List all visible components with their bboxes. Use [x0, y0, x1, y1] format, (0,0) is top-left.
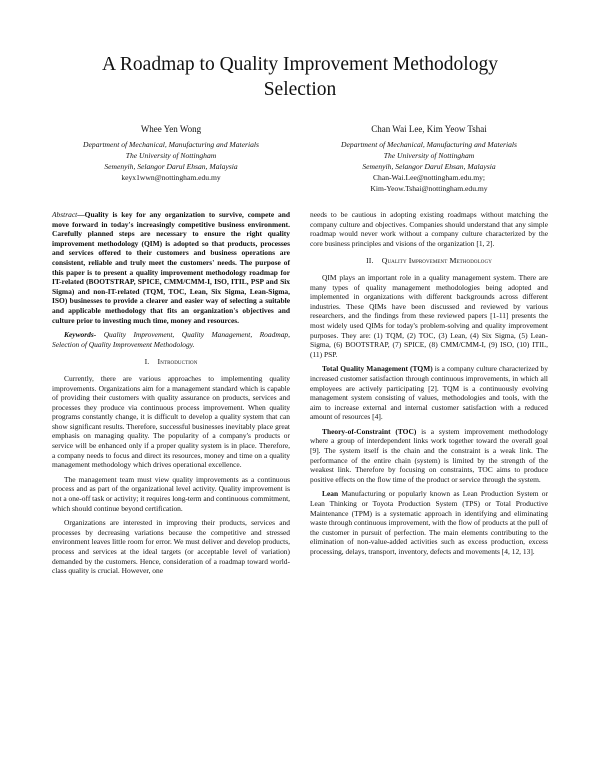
paragraph: Organizations are interested in improving their products, services and processes by decreasing variations because the competitive and stressed environment leaves little room for error. We must deliver and develop products, process and services at the ideal targets (or acceptable level of variation) demanded by the customers. Hence, consideration of a roadmap toward world-class quality is crucial. However, one — [52, 518, 290, 576]
author-email[interactable]: keyx1wwn@nottingham.edu.my — [121, 173, 221, 182]
author-address: Semenyih, Selangor Darul Ehsan, Malaysia — [104, 162, 238, 171]
term-tqm: Total Quality Management (TQM) — [322, 364, 433, 374]
paragraph: QIM plays an important role in a quality management system. There are many types of quality management methodologies being adopted and implemented in organizations with different backgrounds across different industries. These QIMs have been discussed and reviewed by various researchers, and the findings from these reviewed papers [1-11] presents the most widely used QIMs for today's problem-solving and quality improvement purposes. They are: (1) TQM, (2) TOC, (3) Lean, (4) Six Sigma, (5) Lean-Sigma, (6) BOOTSTRAP, (7) SPICE, (8) CMM/CMM-I, (9) ISO, (10) ITIL, (11) PSP. — [310, 272, 548, 359]
body-columns — [52, 210, 548, 581]
keywords — [52, 330, 290, 349]
abstract-text: —Quality is key for any organization to survive, compete and move forward in today's increasingly competitive business environment. Carefully planned steps are necessary to ensure the right quality improvement methodology (QIM) is adopted so that products, processes and services offered to their customers and business operations are consistent, reliable and truly meet the customers' needs. The purpose of this paper is to present a quality improvement methodology roadmap for IT-related (BOOTSTRAP, SPICE, CMM/CMM-I, ISO, ITIL, PSP and Six Sigma) and non-IT-related (TQM, TOC, Lean, Six Sigma, Lean-Sigma, ISO) businesses to provide a clearer and easier way of selecting a suitable and applicable methodology that fits an organization's objectives and culture prior to investing much time, money and resources. — [52, 210, 290, 325]
paragraph: Currently, there are various approaches to implementing quality improvements. Organizations aim for a management standard which is capable of providing their customers with quality assurance on products, services and processes they produce via continuous process improvement. When quality programs constantly change, it is difficult to develop a quality system that can show significant results. Therefore, successful businesses inevitably place great emphasis on managing quality. The popularity of a company's products or service will be enhanced only if a proper quality system is in place. Therefore, a company needs to focus and direct its resources, money and time on a quality management methodology which drives operational excellence. — [52, 373, 290, 470]
author-university: The University of Nottingham — [383, 151, 475, 160]
author-department: Department of Mechanical, Manufacturing and Materials — [83, 140, 259, 149]
toc-text: is a system improvement methodology where a group of interdependent links work together toward the overall goal [9]. The system itself is the chain and the constraint is a weak link. The performance of the entire chain (system) is limited by the strength of the weakest link. Therefore by focusing on constraints, TOC aims to produce positive effects on the flow time of the product or service through the system. — [310, 426, 548, 484]
author-email-2[interactable]: Kim-Yeow.Tshai@nottingham.edu.my — [370, 184, 488, 193]
term-toc: Theory-of-Constraint (TOC) — [322, 426, 417, 436]
author-name: Whee Yen Wong — [140, 124, 202, 134]
left-column — [52, 210, 290, 581]
paragraph-tqm — [310, 364, 548, 422]
term-lean: Lean — [322, 489, 339, 499]
paragraph-continued: needs to be cautious in adopting existing roadmaps without matching the company culture and objectives. Companies should understand that any simple roadmap would never work without a company culture characterized by the core business principles and visions of the organization [1, 2]. — [310, 210, 548, 248]
keywords-label: Keywords- — [64, 330, 97, 340]
author-block — [52, 124, 548, 194]
right-column — [310, 210, 548, 581]
keywords-text: Quality Improvement, Quality Management, Roadmap, Selection of Quality Improvement Methodology. — [52, 330, 290, 349]
author-1 — [52, 124, 290, 194]
paragraph-toc — [310, 427, 548, 485]
section-title: Quality Improvement Methodology — [381, 256, 492, 266]
section-heading-introduction — [52, 357, 290, 367]
section-heading-qim — [310, 256, 548, 266]
author-email[interactable]: Chan-Wai.Lee@nottingham.edu.my; — [372, 173, 486, 182]
author-department: Department of Mechanical, Manufacturing and Materials — [341, 140, 517, 149]
section-number: II. — [366, 256, 374, 266]
lean-text: Manufacturing or popularly known as Lean Production System or Lean Thinking or Toyota Production System (TPS) or Total Productive Maintenance (TPM) is a systematic approach in identifying and eliminating waste through continuous improvement, with the flow of products at the pull of the customer in pursuit of perfection. The main elements contributing to the elimination of non-value-added activities such as excess production, excess processing, delays, transport, inventory, defects and movements [4, 12, 13]. — [310, 489, 548, 556]
paragraph: The management team must view quality improvements as a continuous process and as part of the organizational level activity. Quality improvement is not a one-off task or activity; it requires long-term and continuous commitment, which should continue beyond certification. — [52, 474, 290, 513]
abstract-label: Abstract — [52, 210, 78, 219]
author-address: Semenyih, Selangor Darul Ehsan, Malaysia — [362, 162, 496, 171]
paragraph-lean — [310, 489, 548, 556]
section-number: I. — [144, 357, 150, 367]
author-name: Chan Wai Lee, Kim Yeow Tshai — [371, 124, 487, 134]
paper-title: A Roadmap to Quality Improvement Methodology Selection — [102, 54, 498, 100]
author-university: The University of Nottingham — [125, 151, 217, 160]
tqm-text: is a company culture characterized by increased customer satisfaction through continuous improvements, in which all employees are actively participating [2]. TQM is a continuously evolving management system consisting of values, methodologies and tools, with the aim to increase external and internal customer satisfaction with a reduced amount of resources [4]. — [310, 364, 548, 422]
section-title: Introduction — [157, 357, 198, 367]
author-2 — [310, 124, 548, 194]
abstract — [52, 210, 290, 325]
